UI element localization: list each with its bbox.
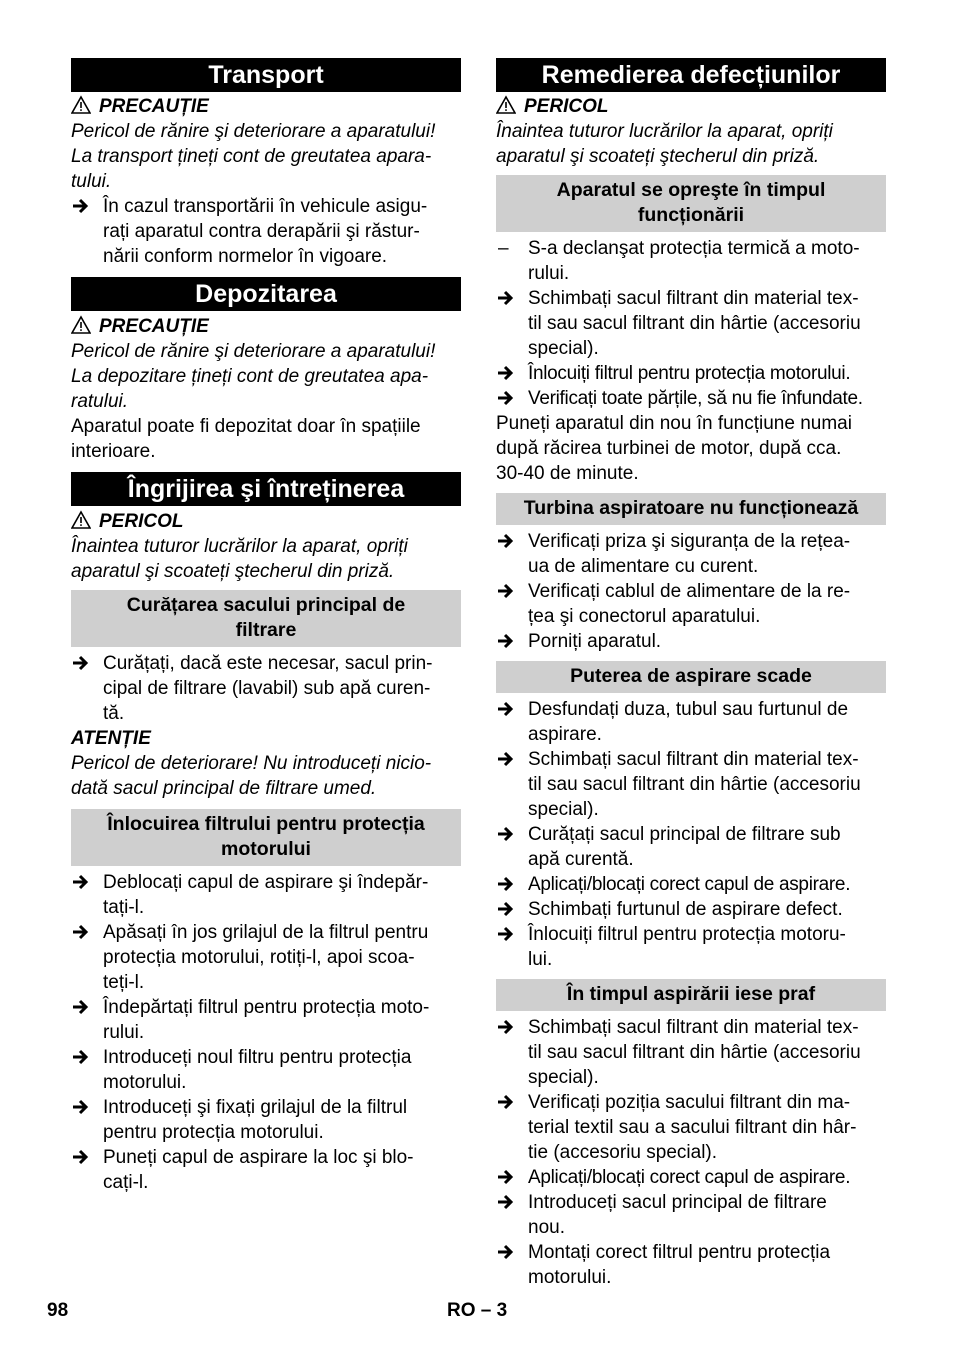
- arrow-right-icon: [496, 1165, 520, 1190]
- list-item: Porniți aparatul.: [496, 629, 886, 654]
- warning-label: PERICOL: [496, 94, 886, 119]
- list-item: Înlocuiți filtrul pentru protecția motoru- lui.: [496, 922, 886, 972]
- arrow-right-icon: [496, 1240, 520, 1265]
- subsection-title-turbine: Turbina aspiratoare nu funcționează: [496, 493, 886, 525]
- warning-text: Înaintea tuturor lucrărilor la aparat, opriți aparatul şi scoateți ştecherul din priză.: [496, 121, 833, 167]
- list-item: Verificați cablul de alimentare de la re- țea şi conectorul aparatului.: [496, 579, 886, 629]
- list-item: Îndepărtați filtrul pentru protecția moto- rului.: [71, 995, 461, 1045]
- page-code: RO – 3: [447, 1300, 508, 1321]
- arrow-right-icon: [496, 872, 520, 897]
- left-column: [71, 58, 461, 1195]
- warning-triangle-icon: [71, 315, 91, 335]
- arrow-right-icon: [71, 1145, 95, 1170]
- list-item: Desfundați duza, tubul sau furtunul de aspirare.: [496, 697, 886, 747]
- warning-triangle-icon: [71, 510, 91, 530]
- list-item: Aplicați/blocați corect capul de aspirare.: [496, 872, 886, 897]
- list-item: Schimbați furtunul de aspirare defect.: [496, 897, 886, 922]
- list-item: Introduceți sacul principal de filtrare nou.: [496, 1190, 886, 1240]
- section-title-care: Îngrijirea şi întreținerea: [71, 472, 461, 506]
- arrow-right-icon: [71, 651, 95, 676]
- warning-text: Pericol de rănire şi deteriorare a aparatului! La transport țineți cont de greutatea apara- tului.: [71, 121, 436, 192]
- list-item: Apăsați în jos grilajul de la filtrul pentru protecția motorului, rotiți-l, apoi scoa- teți-l.: [71, 920, 461, 995]
- arrow-right-icon: [71, 1095, 95, 1120]
- warning-text: Pericol de rănire şi deteriorare a aparatului! La depozitare țineți cont de greutatea apa- ratului.: [71, 341, 436, 412]
- page-number: 98: [47, 1300, 69, 1321]
- list-item: În cazul transportării în vehicule asigu- rați aparatul contra derapării şi răstur- nării conform normelor în vigoare.: [71, 194, 461, 269]
- body-text: Puneți aparatul din nou în funcțiune numai după răcirea turbinei de motor, după cca. 30-40 de minute.: [496, 413, 852, 484]
- arrow-right-icon: [496, 697, 520, 722]
- right-column: [496, 58, 886, 1290]
- arrow-right-icon: [496, 579, 520, 604]
- subsection-title-dust-escapes: În timpul aspirării iese praf: [496, 979, 886, 1011]
- arrow-right-icon: [496, 1190, 520, 1215]
- list-item: Verificați poziția sacului filtrant din ma- terial textil sau a sacului filtrant din hâr- tie (accesoriu special).: [496, 1090, 886, 1165]
- arrow-right-icon: [496, 386, 520, 411]
- arrow-right-icon: [71, 194, 95, 219]
- arrow-right-icon: [71, 1045, 95, 1070]
- warning-label: PRECAUȚIE: [71, 314, 461, 339]
- list-item: Montați corect filtrul pentru protecția motorului.: [496, 1240, 886, 1290]
- list-item: Verificați priza şi siguranța de la rețea- ua de alimentare cu curent.: [496, 529, 886, 579]
- subsection-title-replace-filter: Înlocuirea filtrului pentru protecția motorului: [71, 809, 461, 866]
- attention-text: Pericol de deteriorare! Nu introduceți nicio- dată sacul principal de filtrare umed.: [71, 753, 432, 799]
- list-item: Curățați sacul principal de filtrare sub apă curentă.: [496, 822, 886, 872]
- body-text: Aparatul poate fi depozitat doar în spațiile interioare.: [71, 416, 421, 462]
- list-item: Aplicați/blocați corect capul de aspirare.: [496, 1165, 886, 1190]
- arrow-right-icon: [496, 629, 520, 654]
- arrow-right-icon: [496, 1015, 520, 1040]
- arrow-right-icon: [496, 922, 520, 947]
- subsection-title-device-stops: Aparatul se opreşte în timpul funcționării: [496, 175, 886, 232]
- warning-text: Înaintea tuturor lucrărilor la aparat, opriți aparatul şi scoateți ştecherul din priză.: [71, 536, 408, 582]
- list-item: Înlocuiți filtrul pentru protecția motorului.: [496, 361, 886, 386]
- arrow-right-icon: [496, 822, 520, 847]
- warning-label: PRECAUȚIE: [71, 94, 461, 119]
- section-title-storage: Depozitarea: [71, 277, 461, 311]
- list-item: Puneți capul de aspirare la loc şi blo- cați-l.: [71, 1145, 461, 1195]
- replace-filter-list: [71, 870, 461, 1195]
- list-item: Schimbați sacul filtrant din material tex- til sau sacul filtrant din hârtie (accesoriu special).: [496, 1015, 886, 1090]
- list-item: – S-a declanşat protecția termică a moto- rului.: [498, 238, 860, 284]
- list-item: Introduceți şi fixați grilajul de la filtrul pentru protecția motorului.: [71, 1095, 461, 1145]
- list-item: Verificați toate părțile, să nu fie înfundate.: [496, 386, 886, 411]
- arrow-right-icon: [496, 286, 520, 311]
- arrow-right-icon: [496, 529, 520, 554]
- arrow-right-icon: [496, 747, 520, 772]
- arrow-right-icon: [496, 897, 520, 922]
- arrow-right-icon: [496, 1090, 520, 1115]
- arrow-right-icon: [496, 361, 520, 386]
- warning-triangle-icon: [496, 95, 516, 115]
- list-item: Introduceți noul filtru pentru protecția motorului.: [71, 1045, 461, 1095]
- list-item: Deblocați capul de aspirare şi îndepăr- tați-l.: [71, 870, 461, 920]
- subsection-title-suction-drops: Puterea de aspirare scade: [496, 661, 886, 693]
- arrow-right-icon: [71, 870, 95, 895]
- section-title-troubleshooting: Remedierea defecțiunilor: [496, 58, 886, 92]
- warning-label: PERICOL: [71, 509, 461, 534]
- arrow-right-icon: [71, 995, 95, 1020]
- list-item: Schimbați sacul filtrant din material tex- til sau sacul filtrant din hârtie (accesoriu special).: [496, 747, 886, 822]
- warning-triangle-icon: [71, 95, 91, 115]
- list-item: Curățați, dacă este necesar, sacul prin- cipal de filtrare (lavabil) sub apă curen- tă.: [71, 651, 461, 726]
- section-title-transport: Transport: [71, 58, 461, 92]
- subsection-title-cleaning: Curățarea sacului principal de filtrare: [71, 590, 461, 647]
- dash-marker: –: [498, 238, 509, 259]
- list-item: Schimbați sacul filtrant din material tex- til sau sacul filtrant din hârtie (accesoriu special).: [496, 286, 886, 361]
- arrow-right-icon: [71, 920, 95, 945]
- attention-label: ATENȚIE: [71, 728, 151, 749]
